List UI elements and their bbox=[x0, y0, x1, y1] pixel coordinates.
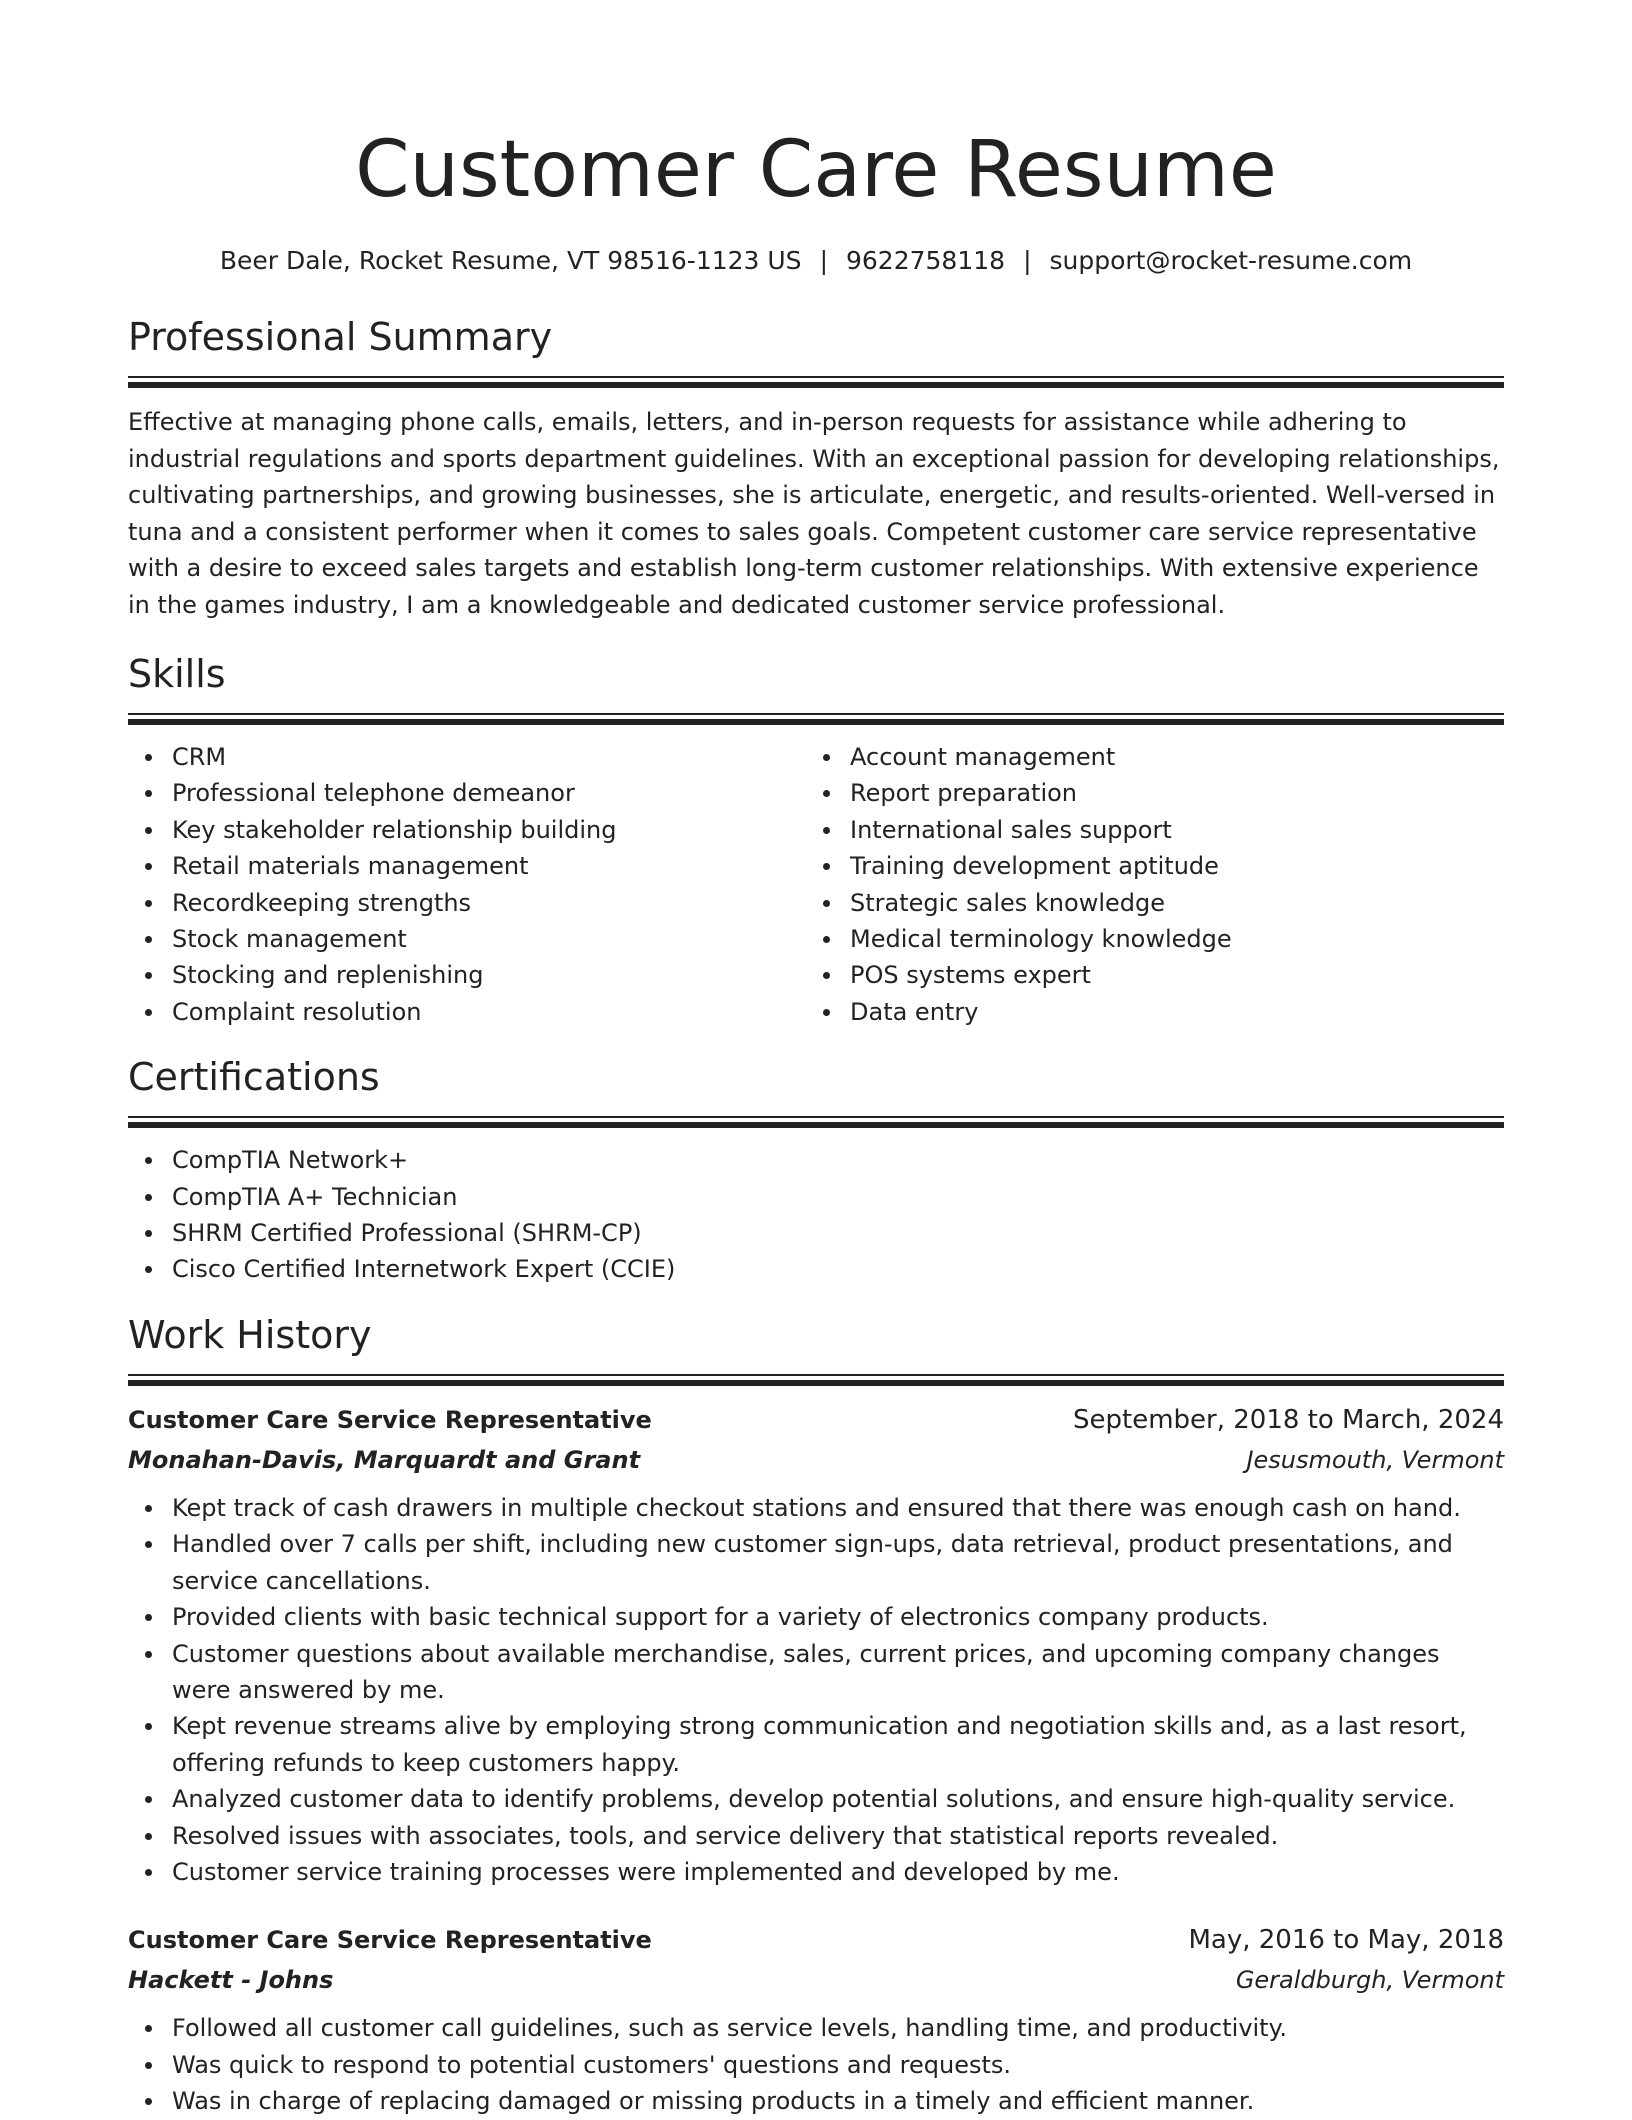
summary-text: Effective at managing phone calls, emails, letters, and in-person requests for assistance while adhering to industrial regulations and sports department guidelines. With an exceptional passion for developing relationships, cultivating partnerships, and growing businesses, she is articulate, energetic, and results-oriented. Well-versed in tuna and a consistent performer when it comes to sales goals. Competent customer care service representative with a desire to exceed sales targets and establish long-term customer relationships. With extensive experience in the games industry, I am a knowledgeable and dedicated customer service professional. bbox=[128, 408, 1500, 619]
job-duty-item: Customer service training processes were implemented and developed by me. bbox=[172, 1854, 1504, 1890]
job-duty-item: Analyzed customer data to identify problems, develop potential solutions, and ensure high-quality service. bbox=[172, 1781, 1504, 1817]
job-company: Hackett - Johns bbox=[128, 1966, 334, 1995]
certification-item: CompTIA A+ Technician bbox=[172, 1179, 1504, 1215]
skill-item: Medical terminology knowledge bbox=[850, 921, 1484, 957]
skill-item: CRM bbox=[172, 739, 806, 775]
certifications-section bbox=[128, 1052, 1504, 1288]
contact-separator: | bbox=[1023, 246, 1032, 275]
skill-item: International sales support bbox=[850, 812, 1484, 848]
skills-column-left bbox=[128, 739, 806, 1030]
job-header bbox=[128, 1400, 1504, 1440]
skill-item: Stock management bbox=[172, 921, 806, 957]
job-entry bbox=[128, 1400, 1504, 1890]
job-duty-item: Customer questions about available merchandise, sales, current prices, and upcoming company changes were answered by me. bbox=[172, 1636, 1504, 1709]
contact-line bbox=[128, 244, 1504, 278]
section-divider bbox=[128, 1116, 1504, 1128]
skills-grid bbox=[128, 739, 1504, 1030]
skill-item: Retail materials management bbox=[172, 848, 806, 884]
job-duty-item: Was in charge of replacing damaged or missing products in a timely and efficient manner. bbox=[172, 2083, 1504, 2119]
skill-item: Data entry bbox=[850, 994, 1484, 1030]
skill-item: Training development aptitude bbox=[850, 848, 1484, 884]
job-duties-list bbox=[128, 2010, 1504, 2119]
resume-page bbox=[128, 0, 1504, 2120]
section-heading-summary: Professional Summary bbox=[128, 315, 553, 359]
skill-item: Complaint resolution bbox=[172, 994, 806, 1030]
job-duty-item: Handled over 7 calls per shift, including new customer sign-ups, data retrieval, product presentations, and service cancellations. bbox=[172, 1526, 1504, 1599]
job-location: Geraldburgh, Vermont bbox=[1235, 1966, 1504, 1995]
resume-title: Customer Care Resume bbox=[355, 125, 1277, 215]
certification-item: CompTIA Network+ bbox=[172, 1142, 1504, 1178]
section-heading-skills: Skills bbox=[128, 652, 226, 696]
skill-item: Key stakeholder relationship building bbox=[172, 812, 806, 848]
skill-item: POS systems expert bbox=[850, 957, 1484, 993]
job-dates: September, 2018 to March, 2024 bbox=[1073, 1404, 1504, 1435]
job-duty-item: Provided clients with basic technical support for a variety of electronics company products. bbox=[172, 1599, 1504, 1635]
skills-column-right bbox=[806, 739, 1484, 1030]
job-duty-item: Kept track of cash drawers in multiple checkout stations and ensured that there was enough cash on hand. bbox=[172, 1490, 1504, 1526]
job-entry bbox=[128, 1920, 1504, 2119]
job-duties-list bbox=[128, 1490, 1504, 1890]
job-title: Customer Care Service Representative bbox=[128, 1405, 652, 1434]
contact-phone: 9622758118 bbox=[846, 246, 1006, 275]
certification-list bbox=[128, 1142, 1504, 1288]
contact-email: support@rocket-resume.com bbox=[1049, 246, 1413, 275]
contact-address: Beer Dale, Rocket Resume, VT 98516-1123 US bbox=[219, 246, 802, 275]
skills-section bbox=[128, 649, 1504, 1030]
job-duty-item: Followed all customer call guidelines, such as service levels, handling time, and productivity. bbox=[172, 2010, 1504, 2046]
section-heading-certifications: Certifications bbox=[128, 1055, 380, 1100]
job-subheader bbox=[128, 1440, 1504, 1480]
summary-section bbox=[128, 312, 1504, 623]
skill-item: Professional telephone demeanor bbox=[172, 775, 806, 811]
skill-item: Account management bbox=[850, 739, 1484, 775]
job-duty-item: Resolved issues with associates, tools, and service delivery that statistical reports revealed. bbox=[172, 1818, 1504, 1854]
job-company: Monahan-Davis, Marquardt and Grant bbox=[128, 1445, 641, 1474]
section-heading-work-history: Work History bbox=[128, 1312, 372, 1357]
job-duty-item: Was quick to respond to potential customers' questions and requests. bbox=[172, 2047, 1504, 2083]
job-title: Customer Care Service Representative bbox=[128, 1926, 652, 1955]
work-history-section bbox=[128, 1310, 1504, 2120]
certification-item: Cisco Certified Internetwork Expert (CCIE) bbox=[172, 1251, 1504, 1287]
skill-item: Stocking and replenishing bbox=[172, 957, 806, 993]
job-dates: May, 2016 to May, 2018 bbox=[1188, 1925, 1504, 1956]
section-divider bbox=[128, 376, 1504, 388]
job-header bbox=[128, 1920, 1504, 1960]
certification-item: SHRM Certified Professional (SHRM-CP) bbox=[172, 1215, 1504, 1251]
skill-item: Strategic sales knowledge bbox=[850, 885, 1484, 921]
contact-separator: | bbox=[819, 246, 828, 275]
skill-item: Report preparation bbox=[850, 775, 1484, 811]
section-divider bbox=[128, 1374, 1504, 1386]
skill-item: Recordkeeping strengths bbox=[172, 885, 806, 921]
section-divider bbox=[128, 713, 1504, 725]
job-subheader bbox=[128, 1960, 1504, 2000]
job-location: Jesusmouth, Vermont bbox=[1246, 1445, 1504, 1474]
job-duty-item: Kept revenue streams alive by employing strong communication and negotiation skills and, as a last resort, offering refunds to keep customers happy. bbox=[172, 1708, 1504, 1781]
